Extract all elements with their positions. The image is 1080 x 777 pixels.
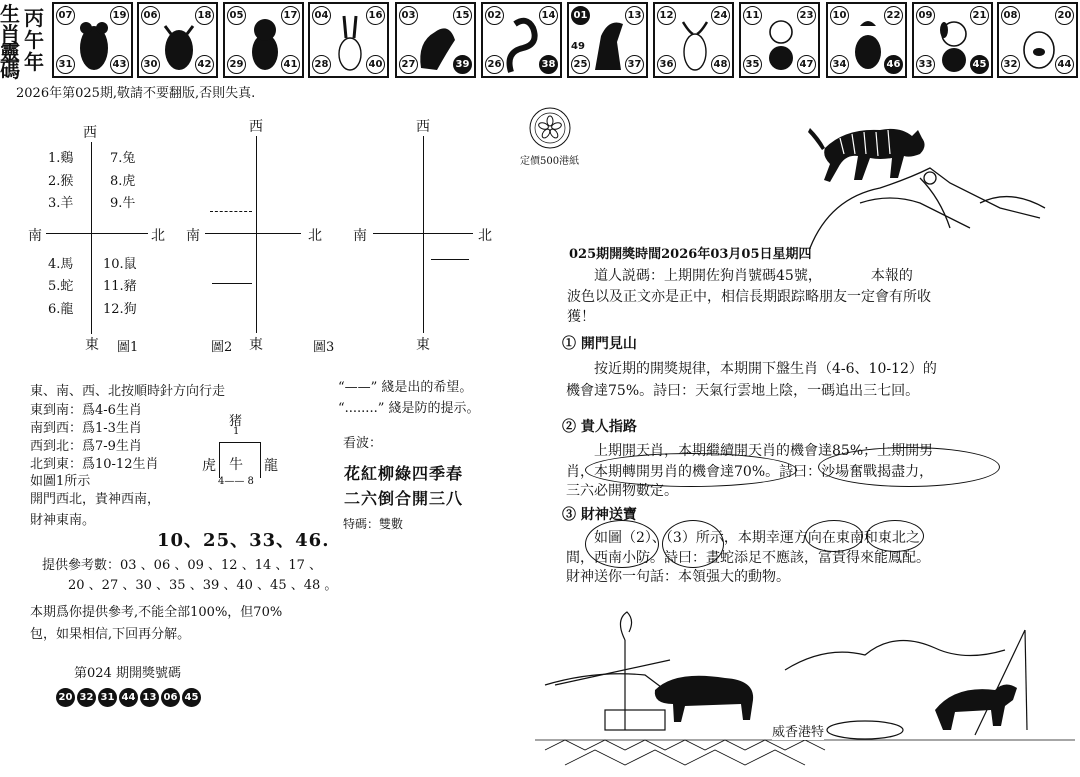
zodiac-card <box>395 2 476 78</box>
section-1-title: ① 開門見山 <box>562 336 637 352</box>
direction-north: 北 <box>478 228 492 244</box>
direction-east: 東 <box>85 337 99 353</box>
zodiac-label: 4.馬 <box>48 257 74 272</box>
pig-icon <box>1017 12 1061 74</box>
rule-line: 財神東南。 <box>30 513 96 528</box>
special-code: 特碼：雙數 <box>343 517 404 531</box>
zodiac-card <box>481 2 562 78</box>
axis-horizontal <box>205 233 301 234</box>
number-ball: 32 <box>77 688 96 707</box>
mini-center: 牛 <box>229 457 243 473</box>
title-char: 丙 <box>24 6 44 30</box>
highlight-oval <box>805 520 863 552</box>
zodiac-number: 36 <box>657 55 676 74</box>
zodiac-number: 26 <box>485 55 504 74</box>
zodiac-number: 08 <box>1001 6 1020 25</box>
direction-east: 東 <box>416 337 430 353</box>
zodiac-number: 27 <box>399 55 418 74</box>
zodiac-number: 13 <box>625 6 644 25</box>
section-2-title: ② 貴人指路 <box>562 419 637 435</box>
zodiac-number: 32 <box>1001 55 1020 74</box>
number-ball: 13 <box>140 688 159 707</box>
zodiac-card <box>826 2 907 78</box>
emblem-icon <box>528 106 572 150</box>
intro-line-1: 道人説碼：上期開佐狗肖號碼45號， 本報的 <box>594 268 913 284</box>
number-ball: 06 <box>161 688 180 707</box>
zodiac-number: 30 <box>141 55 160 74</box>
direction-east: 東 <box>249 337 263 353</box>
mini-left: 虎 <box>202 458 216 474</box>
zodiac-number: 14 <box>539 6 558 25</box>
zodiac-number: 04 <box>312 6 331 25</box>
axis-vertical <box>256 136 257 333</box>
zodiac-number: 45 <box>970 55 989 74</box>
section-3-line-2: 間，西南小防。詩曰：畫蛇添足不應該，富貴得來能鳳配。 <box>566 550 930 566</box>
section-3-title: ③ 財神送寶 <box>562 507 637 523</box>
figure-caption: 圖3 <box>313 340 335 355</box>
solid-line <box>212 283 252 284</box>
title-char: 碼 <box>0 58 20 82</box>
figure-caption: 圖1 <box>117 340 139 355</box>
zodiac-card <box>739 2 820 78</box>
zodiac-number: 21 <box>970 6 989 25</box>
zodiac-number: 10 <box>830 6 849 25</box>
direction-west: 西 <box>249 119 263 135</box>
dog-icon <box>932 12 976 74</box>
zodiac-strip <box>0 0 1080 84</box>
footer-text: 威香港特 <box>772 721 824 740</box>
title-char: 肖 <box>0 22 20 46</box>
axis-vertical <box>423 136 424 333</box>
snake-icon <box>501 12 545 74</box>
title-char: 午 <box>24 28 44 52</box>
mini-line <box>219 442 220 478</box>
zodiac-number: 23 <box>797 6 816 25</box>
zodiac-number: 09 <box>916 6 935 25</box>
zodiac-number: 06 <box>141 6 160 25</box>
zodiac-number: 02 <box>485 6 504 25</box>
disclaimer-2: 包，如果相信,下回再分解。 <box>30 627 191 642</box>
mini-top: 猪 <box>229 414 243 429</box>
rule-line: 南到西：爲1-3生肖 <box>30 421 142 436</box>
zodiac-number: 28 <box>312 55 331 74</box>
axis-vertical <box>91 142 92 334</box>
zodiac-label: 10.鼠 <box>103 257 137 272</box>
zodiac-number: 48 <box>711 55 730 74</box>
zodiac-number: 18 <box>195 6 214 25</box>
dragon-icon <box>415 12 459 74</box>
rat-icon <box>72 12 116 74</box>
section-1-line-1: 按近期的開獎規律，本期開下盤生肖（4-6、10-12）的 <box>594 361 937 377</box>
tiger-icon <box>243 12 287 74</box>
zodiac-number: 47 <box>797 55 816 74</box>
goat-icon <box>673 12 717 74</box>
zodiac-card <box>308 2 389 78</box>
reference-numbers-2: 20 、27 、30 、35 、39 、40 、45 、48 。 <box>68 578 338 593</box>
rabbit-icon <box>328 12 372 74</box>
zodiac-card <box>567 2 648 78</box>
title-char: 靈 <box>0 40 20 64</box>
zodiac-card <box>653 2 734 78</box>
zodiac-number: 37 <box>625 55 644 74</box>
zodiac-number: 01 <box>571 6 590 25</box>
poem-line: 二六倒合開三八 <box>344 489 464 508</box>
previous-draw-title: 第024 期開獎號碼 <box>74 666 181 681</box>
mini-top-number: 1 <box>233 426 240 437</box>
zodiac-label: 5.蛇 <box>48 279 74 294</box>
zodiac-number: 19 <box>110 6 129 25</box>
zodiac-number: 29 <box>227 55 246 74</box>
featured-numbers: 10、25、33、46. <box>157 530 330 551</box>
mini-line <box>219 442 261 443</box>
zodiac-number: 15 <box>453 6 472 25</box>
rule-line: 北到東：爲10-12生肖 <box>30 457 159 472</box>
zodiac-number: 42 <box>195 55 214 74</box>
rule-line: 西到北：爲7-9生肖 <box>30 439 142 454</box>
zodiac-number: 11 <box>743 6 762 25</box>
highlight-oval <box>585 520 659 568</box>
zodiac-label: 6.龍 <box>48 302 74 317</box>
intro-line-3: 獲！ <box>567 309 595 325</box>
farm-scene-illustration-icon <box>535 600 1075 772</box>
direction-west: 西 <box>416 119 430 135</box>
disclaimer-1: 本期爲你提供參考,不能全部100%，但70% <box>30 605 283 620</box>
axis-horizontal <box>46 233 148 234</box>
direction-north: 北 <box>308 228 322 244</box>
zodiac-number: 17 <box>281 6 300 25</box>
figure-caption: 圖2 <box>211 340 233 355</box>
zodiac-label: 3.羊 <box>48 196 74 211</box>
zodiac-number: 07 <box>56 6 75 25</box>
zodiac-number: 41 <box>281 55 300 74</box>
rule-line: 東、南、西、北按順時針方向行走 <box>30 384 226 399</box>
section-2-line-3: 三六必開物數定。 <box>566 483 678 499</box>
legend-solid: “——” 綫是出的希望。 <box>338 380 473 395</box>
zodiac-number: 38 <box>539 55 558 74</box>
dashed-line <box>210 211 252 212</box>
highlight-oval <box>818 447 1000 487</box>
section-2-line-2: 肖，本期轉開男肖的機會達70%。詩曰：沙場奮戰揭盡力， <box>566 464 934 480</box>
zodiac-label: 1.鷄 <box>48 151 74 166</box>
zodiac-number: 35 <box>743 55 762 74</box>
zodiac-number: 05 <box>227 6 246 25</box>
number-ball: 44 <box>119 688 138 707</box>
zodiac-number: 31 <box>56 55 75 74</box>
issue-note: 2026年第025期,敬請不要翻版,否則失真. <box>16 86 256 101</box>
poem-line: 花紅柳綠四季春 <box>344 464 464 483</box>
zodiac-card <box>912 2 993 78</box>
solid-line <box>431 259 469 260</box>
zodiac-label: 2.猴 <box>48 174 74 189</box>
zodiac-number: 33 <box>916 55 935 74</box>
highlight-oval <box>662 520 724 568</box>
kanbo-label: 看波： <box>343 436 383 451</box>
section-2-line-1: 上期開天肖，本期繼續開天肖的機會達85%；上期開男 <box>594 443 934 459</box>
zodiac-label: 8.虎 <box>110 174 136 189</box>
rule-line: 如圖1所示 <box>30 474 91 489</box>
zodiac-number: 12 <box>657 6 676 25</box>
zodiac-number: 46 <box>884 55 903 74</box>
price-label: 定價500港紙 <box>520 156 580 167</box>
zodiac-number: 40 <box>366 55 385 74</box>
zodiac-label: 9.牛 <box>110 196 136 211</box>
zodiac-number: 49 <box>570 38 586 55</box>
ox-icon <box>157 12 201 74</box>
highlight-oval <box>585 453 797 487</box>
mini-right: 龍 <box>264 458 278 474</box>
zodiac-number: 03 <box>399 6 418 25</box>
draw-time: 025期開獎時間2026年03月05日星期四 <box>569 247 812 262</box>
zodiac-number: 44 <box>1055 55 1074 74</box>
title-char: 年 <box>24 50 44 74</box>
mini-bottom: 4—— 8 <box>218 476 254 487</box>
zodiac-number: 22 <box>884 6 903 25</box>
number-ball: 31 <box>98 688 117 707</box>
direction-south: 南 <box>28 228 42 244</box>
monkey-icon <box>759 12 803 74</box>
rule-line: 開門西北，貴神西南， <box>30 492 161 507</box>
zodiac-card <box>223 2 304 78</box>
title-char: 生 <box>0 2 20 26</box>
zodiac-card <box>137 2 218 78</box>
zodiac-number: 34 <box>830 55 849 74</box>
number-ball: 20 <box>56 688 75 707</box>
zodiac-label: 11.豬 <box>103 279 137 294</box>
section-3-line-1: 如圖（2）、（3）所示，本期幸運方向在東南和東北之 <box>594 530 920 546</box>
zodiac-label: 12.狗 <box>103 302 137 317</box>
reference-numbers-1: 提供參考數：03 、06 、09 、12 、14 、17 、 <box>42 558 323 573</box>
zodiac-number: 39 <box>453 55 472 74</box>
zodiac-number: 16 <box>366 6 385 25</box>
axis-horizontal <box>373 233 473 234</box>
intro-line-2: 波色以及正文亦是正中，相信長期跟踪略朋友一定會有所收 <box>567 289 931 305</box>
zodiac-label: 7.兔 <box>110 151 136 166</box>
direction-west: 西 <box>83 125 97 141</box>
tiger-illustration-icon <box>800 108 1055 258</box>
section-1-line-2: 機會達75%。詩曰：天氣行雲地上陰，一碼追出三七回。 <box>566 383 920 399</box>
zodiac-card <box>52 2 133 78</box>
title-block <box>0 2 50 82</box>
zodiac-number: 24 <box>711 6 730 25</box>
direction-south: 南 <box>186 228 200 244</box>
zodiac-number: 25 <box>571 55 590 74</box>
zodiac-number: 20 <box>1055 6 1074 25</box>
rooster-icon <box>846 12 890 74</box>
zodiac-card <box>997 2 1078 78</box>
section-3-line-3: 財神送你一句話：本領强大的動物。 <box>566 569 790 585</box>
mini-line <box>260 442 261 478</box>
zodiac-number: 43 <box>110 55 129 74</box>
number-ball: 45 <box>182 688 201 707</box>
direction-north: 北 <box>151 228 165 244</box>
direction-south: 南 <box>353 228 367 244</box>
rule-line: 東到南：爲4-6生肖 <box>30 403 142 418</box>
horse-icon <box>587 12 631 74</box>
highlight-oval <box>866 520 924 552</box>
legend-dashed: “........” 綫是防的提示。 <box>338 401 480 416</box>
